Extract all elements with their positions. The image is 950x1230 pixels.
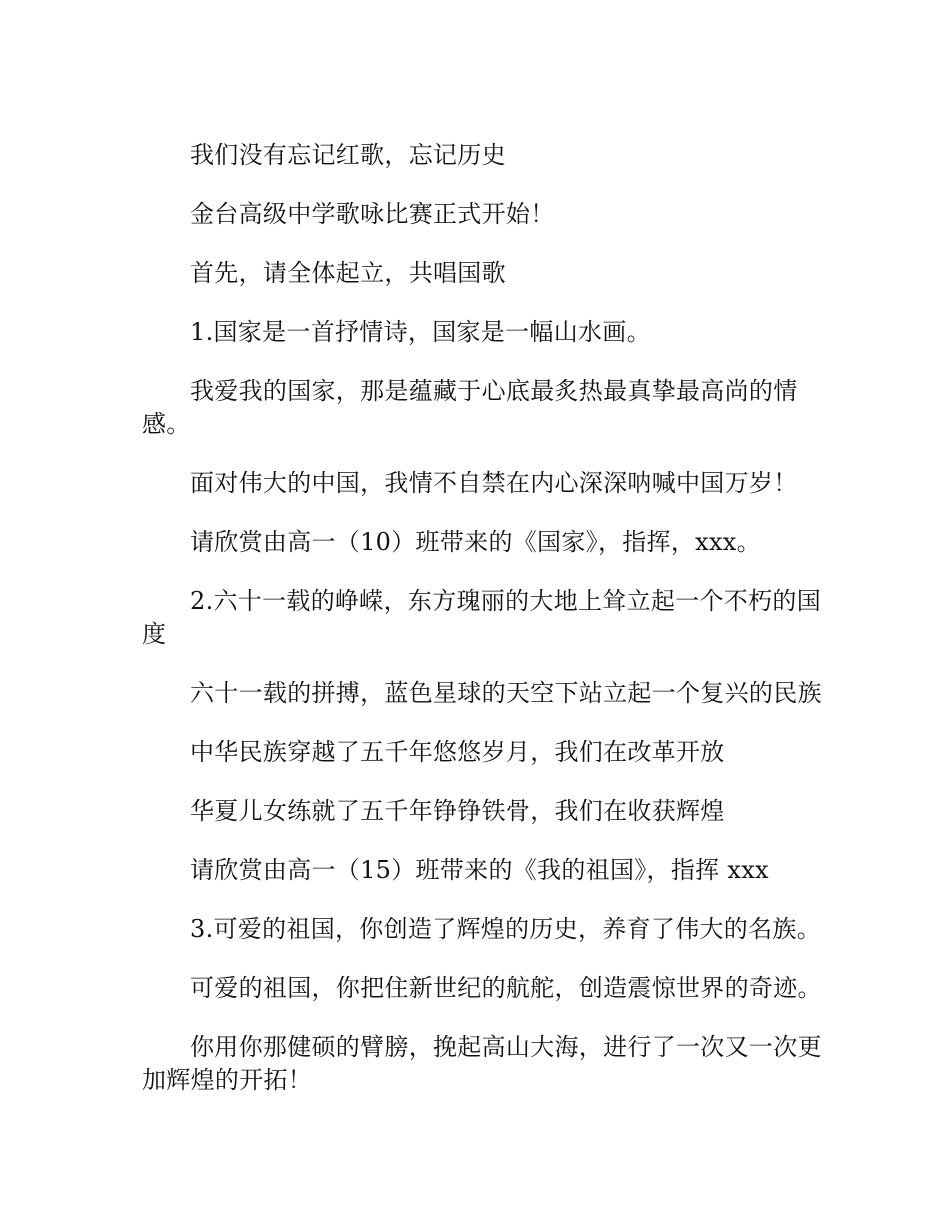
paragraph-6: 面对伟大的中国，我情不自禁在内心深深呐喊中国万岁！ [190, 469, 798, 497]
paragraph-13: 3.可爱的祖国，你创造了辉煌的历史，养育了伟大的名族。 [190, 915, 821, 943]
paragraph-12: 请欣赏由高一（15）班带来的《我的祖国》，指挥 xxx [190, 856, 769, 884]
paragraph-10: 中华民族穿越了五千年悠悠岁月，我们在改革开放 [190, 738, 725, 766]
paragraph-2: 金台高级中学歌咏比赛正式开始！ [190, 200, 555, 228]
paragraph-1: 我们没有忘记红歌，忘记历史 [190, 141, 506, 169]
paragraph-8: 2.六十一载的峥嵘，东方瑰丽的大地上耸立起一个不朽的国度 [142, 587, 821, 648]
paragraph-4: 1.国家是一首抒情诗，国家是一幅山水画。 [190, 318, 651, 346]
paragraph-14: 可爱的祖国，你把住新世纪的航舵，创造震惊世界的奇迹。 [190, 974, 822, 1002]
paragraph-3: 首先，请全体起立，共唱国歌 [190, 259, 506, 287]
document-body [142, 139, 822, 1123]
paragraph-7: 请欣赏由高一（10）班带来的《国家》，指挥，xxx。 [190, 528, 761, 556]
paragraph-11: 华夏儿女练就了五千年铮铮铁骨，我们在收获辉煌 [190, 797, 725, 825]
paragraph-5: 我爱我的国家，那是蕴藏于心底最炙热最真挚最高尚的情感。 [142, 377, 798, 438]
paragraph-15: 你用你那健硕的臂膀，挽起高山大海，进行了一次又一次更加辉煌的开拓！ [142, 1033, 822, 1094]
paragraph-9: 六十一载的拼搏，蓝色星球的天空下站立起一个复兴的民族 [190, 679, 822, 707]
